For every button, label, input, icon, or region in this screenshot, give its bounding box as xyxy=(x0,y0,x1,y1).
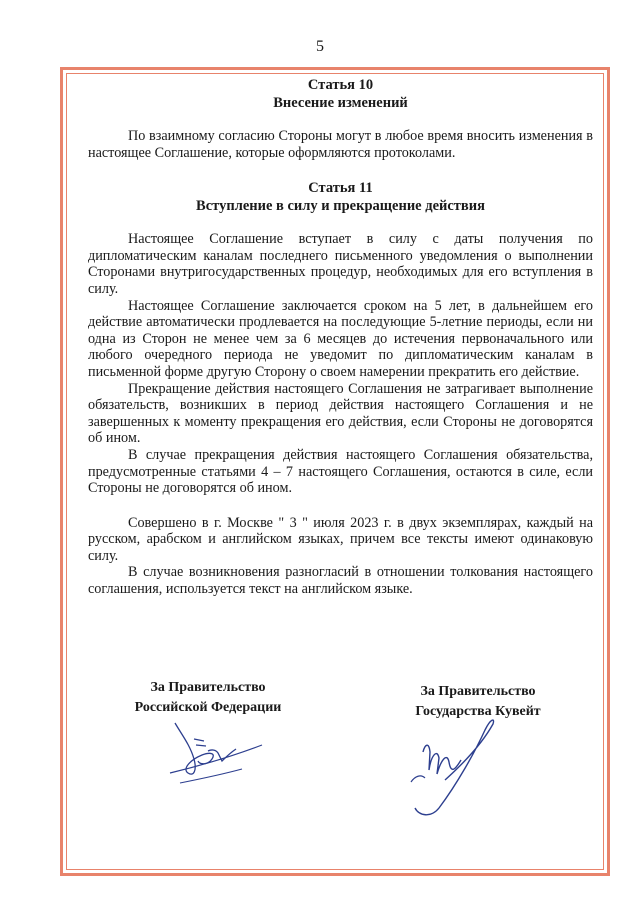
article-11-paragraph-2: Настоящее Соглашение заключается сроком на 5 лет, в дальнейшем его действие автоматически продлевается на последующие 5-летние периоды, если ни одна из Сторон не менее чем за 6 месяцев до истечения первоначального или любого очередного периода не уведомит по дипломатическим каналам в письменной форме другую Сторону о своем намерении прекратить его действие. xyxy=(88,297,593,380)
article-11-paragraph-4: В случае прекращения действия настоящего Соглашения обязательства, предусмотренные статьями 4 – 7 настоящего Соглашения, остаются в силе, если Стороны не договорятся об ином. xyxy=(88,446,593,497)
signature-kuwait-graphic xyxy=(385,712,505,822)
signature-label-line1: За Правительство xyxy=(150,680,266,695)
page-number: 5 xyxy=(316,38,324,55)
closing-paragraph-2: В случае возникновения разногласий в отношении толкования настоящего соглашения, используется текст на английском языке. xyxy=(88,564,593,598)
signature-block-russia xyxy=(108,678,308,718)
article-10-paragraph: По взаимному согласию Стороны могут в любое время вносить изменения в настоящее Соглашение, которые оформляются протоколами. xyxy=(88,128,593,161)
signature-russia-graphic xyxy=(150,715,270,790)
closing-paragraph-1: Совершено в г. Москве " 3 " июля 2023 г. в двух экземплярах, каждый на русском, арабском и английском языках, причем все тексты имеют одинаковую силу. xyxy=(88,514,593,564)
article-11-paragraph-1: Настоящее Соглашение вступает в силу с даты получения по дипломатическим каналам последнего письменного уведомления о выполнении Сторонами внутригосударственных процедур, необходимых для его вступления в силу. xyxy=(88,231,593,297)
signature-label-line1: За Правительство xyxy=(420,684,536,699)
signature-label-line2: Российской Федерации xyxy=(134,700,282,715)
article-11-title: Вступление в силу и прекращение действия xyxy=(196,198,485,215)
article-10-number: Статья 10 xyxy=(307,77,374,93)
article-11-paragraph-3: Прекращение действия настоящего Соглашения не затрагивает выполнение обязательств, возникших в период действия настоящего Соглашения и не завершенных к моменту прекращения его действия, если Стороны не договорятся об ином. xyxy=(88,380,593,447)
document-body xyxy=(88,76,593,598)
article-10-title: Внесение изменений xyxy=(273,95,408,111)
signature-label-line2: Государства Кувейт xyxy=(415,704,541,719)
article-11-number: Статья 11 xyxy=(308,180,373,197)
